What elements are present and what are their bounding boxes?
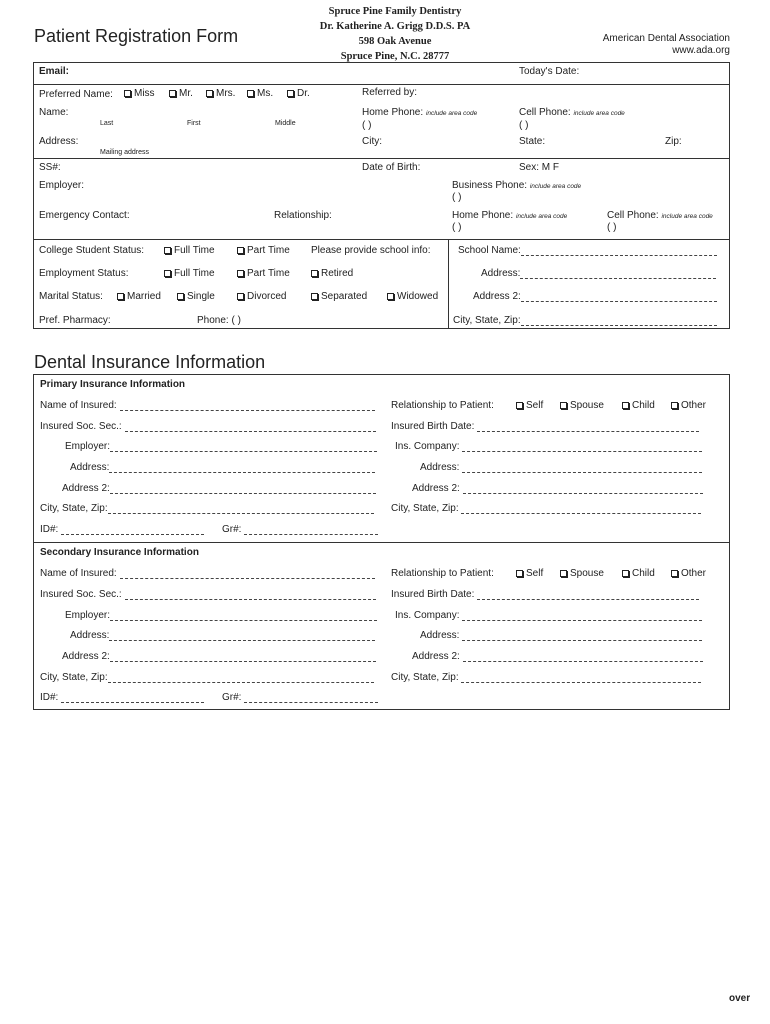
primary-company-address-field[interactable]: Address: — [420, 462, 702, 473]
pharmacy-phone-field[interactable]: Phone: ( ) — [197, 315, 241, 326]
primary-company-address2-field[interactable]: Address 2: — [412, 483, 703, 494]
primary-other-checkbox[interactable]: Other — [671, 400, 706, 411]
school-address-field[interactable]: Address: — [481, 268, 716, 279]
patient-info-section — [33, 62, 730, 329]
secondary-id-field[interactable]: ID#: — [40, 692, 204, 703]
emergency-contact-field[interactable]: Emergency Contact: — [39, 210, 130, 221]
primary-address-field[interactable]: Address: — [70, 462, 375, 473]
marital-status-label: Marital Status: — [39, 291, 103, 302]
employment-part-time-checkbox[interactable]: Part Time — [237, 268, 290, 279]
secondary-company-address-field[interactable]: Address: — [420, 630, 702, 641]
school-name-field[interactable]: School Name: — [458, 245, 717, 256]
middle-sublabel: Middle — [275, 120, 296, 127]
primary-company-city-state-zip-field[interactable]: City, State, Zip: — [391, 503, 701, 514]
doctor-name: Dr. Katherine A. Grigg D.D.S. PA — [319, 21, 471, 32]
primary-ins-company-field[interactable]: Ins. Company: — [395, 441, 702, 452]
secondary-birth-date-field[interactable]: Insured Birth Date: — [391, 589, 699, 600]
mrs-checkbox[interactable]: Mrs. — [206, 88, 235, 99]
practice-city: Spruce Pine, N.C. 28777 — [340, 51, 450, 62]
primary-id-field[interactable]: ID#: — [40, 524, 204, 535]
secondary-company-address2-field[interactable]: Address 2: — [412, 651, 703, 662]
mailing-address-sublabel: Mailing address — [100, 149, 150, 156]
college-full-time-checkbox[interactable]: Full Time — [164, 245, 215, 256]
widowed-checkbox[interactable]: Widowed — [387, 291, 438, 302]
emergency-cell-phone-parens: ( ) — [607, 222, 617, 233]
email-field[interactable]: Email: — [39, 66, 70, 77]
secondary-self-checkbox[interactable]: Self — [516, 568, 543, 579]
primary-self-checkbox[interactable]: Self — [516, 400, 543, 411]
secondary-address2-field[interactable]: Address 2: — [62, 651, 376, 662]
single-checkbox[interactable]: Single — [177, 291, 215, 302]
primary-city-state-zip-field[interactable]: City, State, Zip: — [40, 503, 374, 514]
ms-checkbox[interactable]: Ms. — [247, 88, 273, 99]
secondary-gr-field[interactable]: Gr#: — [222, 692, 378, 703]
ssn-field[interactable]: SS#: — [39, 162, 61, 173]
over-label: over — [729, 993, 751, 1004]
practice-block — [300, 4, 490, 64]
primary-birth-date-field[interactable]: Insured Birth Date: — [391, 421, 699, 432]
primary-relationship-label: Relationship to Patient: — [391, 400, 494, 411]
primary-employer-field[interactable]: Employer: — [65, 441, 377, 452]
city-field[interactable]: City: — [362, 136, 382, 147]
divorced-checkbox[interactable]: Divorced — [237, 291, 286, 302]
last-sublabel: Last — [100, 120, 114, 127]
home-phone-field[interactable]: Home Phone: include area code — [362, 107, 478, 118]
school-address2-field[interactable]: Address 2: — [473, 291, 717, 302]
divider — [33, 158, 730, 159]
divider — [33, 239, 730, 240]
form-title: Patient Registration Form — [34, 26, 239, 46]
employment-status-label: Employment Status: — [39, 268, 129, 279]
preferred-name-label: Preferred Name: — [39, 89, 113, 100]
mr-checkbox[interactable]: Mr. — [169, 88, 193, 99]
secondary-soc-sec-field[interactable]: Insured Soc. Sec.: — [40, 589, 376, 600]
zip-field[interactable]: Zip: — [665, 136, 682, 147]
dr-checkbox[interactable]: Dr. — [287, 88, 310, 99]
divider — [33, 84, 730, 85]
primary-soc-sec-field[interactable]: Insured Soc. Sec.: — [40, 421, 376, 432]
pharmacy-field[interactable]: Pref. Pharmacy: — [39, 315, 111, 326]
employment-full-time-checkbox[interactable]: Full Time — [164, 268, 215, 279]
divider — [33, 542, 730, 543]
todays-date-field[interactable]: Today's Date: — [519, 66, 580, 77]
primary-name-of-insured-field[interactable]: Name of Insured: — [40, 400, 375, 411]
name-field[interactable]: Name: — [39, 107, 69, 118]
primary-spouse-checkbox[interactable]: Spouse — [560, 400, 604, 411]
dob-field[interactable]: Date of Birth: — [362, 162, 421, 173]
school-city-state-zip-field[interactable]: City, State, Zip: — [453, 315, 717, 326]
employer-field[interactable]: Employer: — [39, 180, 85, 191]
primary-gr-field[interactable]: Gr#: — [222, 524, 378, 535]
school-info-label: Please provide school info: — [311, 245, 431, 256]
secondary-insurance-title: Secondary Insurance Information — [40, 547, 199, 558]
secondary-employer-field[interactable]: Employer: — [65, 610, 377, 621]
secondary-other-checkbox[interactable]: Other — [671, 568, 706, 579]
retired-checkbox[interactable]: Retired — [311, 268, 353, 279]
primary-insurance-title: Primary Insurance Information — [40, 379, 186, 390]
secondary-company-city-state-zip-field[interactable]: City, State, Zip: — [391, 672, 701, 683]
primary-address2-field[interactable]: Address 2: — [62, 483, 376, 494]
referred-by-field[interactable]: Referred by: — [362, 87, 418, 98]
first-sublabel: First — [187, 120, 201, 127]
secondary-relationship-label: Relationship to Patient: — [391, 568, 494, 579]
secondary-spouse-checkbox[interactable]: Spouse — [560, 568, 604, 579]
association-name: American Dental Association — [602, 33, 730, 44]
emergency-cell-phone-field[interactable]: Cell Phone: include area code — [607, 210, 713, 221]
emergency-home-phone-field[interactable]: Home Phone: include area code — [452, 210, 568, 221]
address-field[interactable]: Address: — [39, 136, 79, 147]
relationship-field[interactable]: Relationship: — [274, 210, 332, 221]
emergency-home-phone-parens: ( ) — [452, 222, 462, 233]
secondary-name-of-insured-field[interactable]: Name of Insured: — [40, 568, 375, 579]
secondary-ins-company-field[interactable]: Ins. Company: — [395, 610, 702, 621]
home-phone-parens: ( ) — [362, 120, 372, 131]
business-phone-parens: ( ) — [452, 192, 462, 203]
college-part-time-checkbox[interactable]: Part Time — [237, 245, 290, 256]
college-status-label: College Student Status: — [39, 245, 145, 256]
practice-name: Spruce Pine Family Dentistry — [328, 6, 462, 17]
miss-checkbox[interactable]: Miss — [124, 88, 155, 99]
association-block — [603, 33, 730, 57]
business-phone-field[interactable]: Business Phone: include area code — [452, 180, 582, 191]
secondary-address-field[interactable]: Address: — [70, 630, 375, 641]
state-field[interactable]: State: — [519, 136, 546, 147]
divider — [448, 239, 449, 329]
separated-checkbox[interactable]: Separated — [311, 291, 367, 302]
cell-phone-field[interactable]: Cell Phone: include area code — [519, 107, 625, 118]
married-checkbox[interactable]: Married — [117, 291, 161, 302]
primary-child-checkbox[interactable]: Child — [622, 400, 655, 411]
insurance-heading: Dental Insurance Information — [34, 352, 266, 372]
practice-street: 598 Oak Avenue — [358, 36, 432, 47]
secondary-child-checkbox[interactable]: Child — [622, 568, 655, 579]
sex-field[interactable]: Sex: M F — [519, 162, 560, 173]
secondary-city-state-zip-field[interactable]: City, State, Zip: — [40, 672, 374, 683]
association-url: www.ada.org — [672, 45, 730, 56]
cell-phone-parens: ( ) — [519, 120, 529, 131]
